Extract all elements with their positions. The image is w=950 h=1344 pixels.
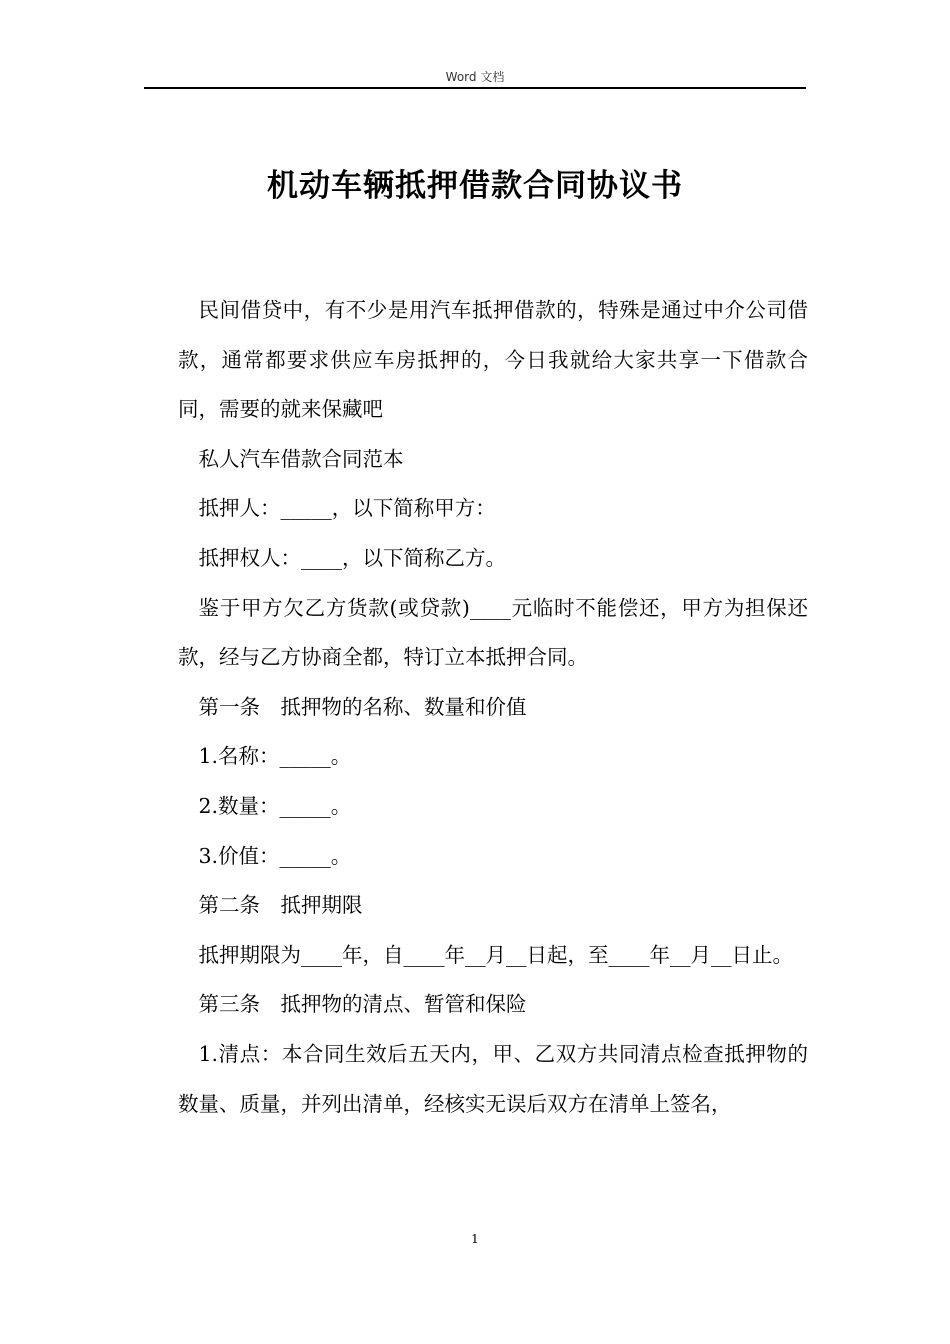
article-2-paragraph: 抵押期限为____年，自____年__月__日起，至____年__月__日止。 [198, 942, 793, 967]
intro-paragraph: 民间借贷中，有不少是用汽车抵押借款的，特殊是通过中介公司借款，通常都要求供应车房抵押的，今日我就给大家共享一下借款合同，需要的就来保藏吧 [178, 298, 808, 422]
document-body [178, 286, 808, 1129]
article-1-item-3: 3.价值：_____。 [198, 843, 352, 868]
preamble-paragraph: 鉴于甲方欠乙方货款(或贷款)____元临时不能偿还，甲方为担保还款，经与乙方协商全都，特订立本抵押合同。 [178, 595, 808, 670]
article-3-heading: 第三条 抵押物的清点、暂管和保险 [198, 992, 527, 1017]
page-number: 1 [471, 1232, 479, 1246]
article-1-item-2: 2.数量：_____。 [198, 793, 352, 818]
page-header: Word 文档 [445, 70, 505, 84]
mortgagee-line: 抵押权人：____，以下简称乙方。 [198, 545, 506, 570]
document-title: 机动车辆抵押借款合同协议书 [267, 168, 683, 204]
header-rule [144, 87, 806, 89]
template-heading: 私人汽车借款合同范本 [198, 446, 404, 471]
article-1-heading: 第一条 抵押物的名称、数量和价值 [198, 694, 527, 719]
article-3-item-1: 1.清点：本合同生效后五天内，甲、乙双方共同清点检查抵押物的数量、质量，并列出清单，经核实无误后双方在清单上签名， [178, 1041, 808, 1116]
mortgagor-line: 抵押人：_____，以下简称甲方： [198, 496, 496, 521]
article-2-heading: 第二条 抵押期限 [198, 893, 363, 918]
article-1-item-1: 1.名称：_____。 [198, 744, 352, 769]
